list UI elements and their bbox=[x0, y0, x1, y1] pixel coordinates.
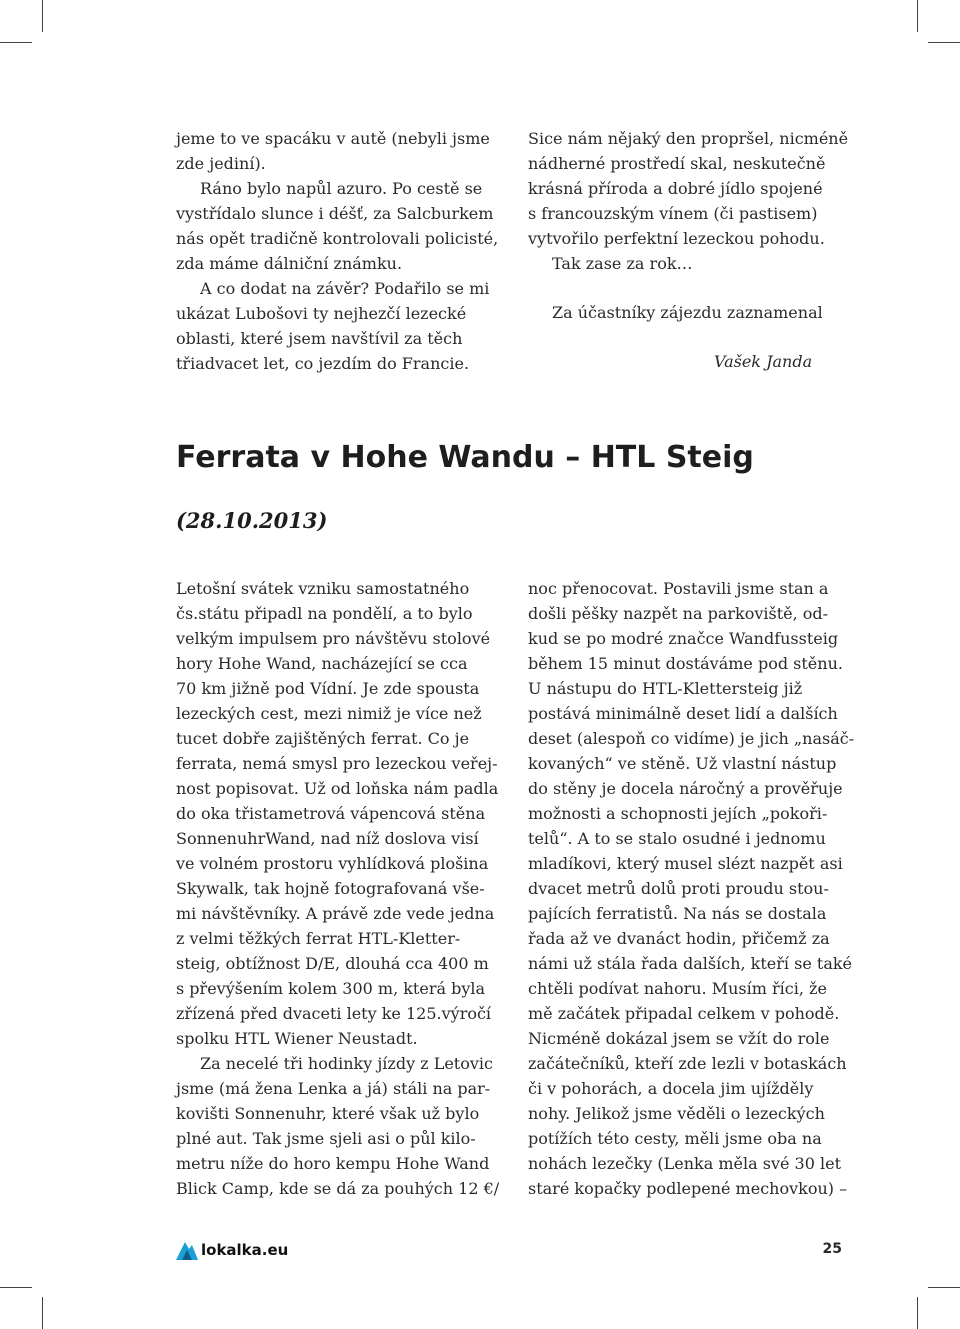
text-line: možnosti a schopnosti jejích „pokoři- bbox=[528, 804, 828, 823]
credit-line: Za účastníky zájezdu zaznamenal bbox=[552, 303, 823, 322]
text-line: telů“. A to se stalo osudné i jednomu bbox=[528, 829, 826, 848]
text-line: jsme (má žena Lenka a já) stáli na par- bbox=[176, 1079, 491, 1098]
text-line: metru níže do horo kempu Hohe Wand bbox=[176, 1154, 490, 1173]
text-line: ukázat Lubošovi ty nejhezčí lezecké bbox=[176, 304, 467, 323]
text-line: do oka třistametrová vápencová stěna bbox=[176, 804, 486, 823]
text-line: čs.státu připadl na pondělí, a to bylo bbox=[176, 604, 473, 623]
text-line: zde jediní). bbox=[176, 154, 266, 173]
text-line: s převýšením kolem 300 m, která byla bbox=[176, 979, 486, 998]
text-line: kud se po modré značce Wandfussteig bbox=[528, 629, 839, 648]
text-line: jeme to ve spacáku v autě (nebyli jsme bbox=[176, 129, 490, 148]
text-line: velkým impulsem pro návštěvu stolové bbox=[176, 629, 491, 648]
text-line: kovaných“ ve stěně. Už vlastní nástup bbox=[528, 754, 837, 773]
text-line: vystřídalo slunce i déšť, za Salcburkem bbox=[176, 204, 494, 223]
text-line: či v pohorách, a docela jim ujížděly bbox=[528, 1079, 814, 1098]
text-line: ferrata, nemá smysl pro lezeckou veřej- bbox=[176, 754, 498, 773]
text-line: Sice nám nějaký den propršel, nicméně bbox=[528, 129, 849, 148]
text-line: krásná příroda a dobré jídlo spojené bbox=[528, 179, 823, 198]
text-line: nás opět tradičně kontrolovali policisté, bbox=[176, 229, 499, 248]
text-line: nohy. Jelikož jsme věděli o lezeckých bbox=[528, 1104, 825, 1123]
text-line: chtěli podívat nahoru. Musím říci, že bbox=[528, 979, 827, 998]
text-line: postává minimálně deset lidí a dalších bbox=[528, 704, 838, 723]
top-left-column bbox=[176, 126, 498, 376]
text-line: došli pěšky nazpět na parkoviště, od- bbox=[528, 604, 829, 623]
text-line: oblasti, které jsem navštívil za těch bbox=[176, 329, 463, 348]
mountain-logo-icon bbox=[176, 1240, 198, 1260]
bottom-right-column bbox=[528, 576, 854, 1201]
text-line: vytvořilo perfektní lezeckou pohodu. bbox=[528, 229, 825, 248]
text-line: hory Hohe Wand, nacházející se cca bbox=[176, 654, 468, 673]
text-line: mě začátek připadal celkem v pohodě. bbox=[528, 1004, 840, 1023]
text-line: spolku HTL Wiener Neustadt. bbox=[176, 1029, 418, 1048]
text-line: SonnenuhrWand, nad níž doslova visí bbox=[176, 829, 479, 848]
text-line: tucet dobře zajištěných ferrat. Co je bbox=[176, 729, 470, 748]
crop-mark bbox=[0, 1287, 32, 1288]
page-number: 25 bbox=[822, 1241, 842, 1257]
article-title: Ferrata v Hohe Wandu – HTL Steig bbox=[176, 440, 754, 475]
text-line: během 15 minut dostáváme pod stěnu. bbox=[528, 654, 843, 673]
crop-mark bbox=[928, 1287, 960, 1288]
text-line: noc přenocovat. Postavili jsme stan a bbox=[528, 579, 829, 598]
text-line: námi už stála řada dalších, kteří se také bbox=[528, 954, 853, 973]
text-line: Nicméně dokázal jsem se vžít do role bbox=[528, 1029, 830, 1048]
crop-mark bbox=[928, 42, 960, 43]
text-line: z velmi těžkých ferrat HTL-Kletter- bbox=[176, 929, 461, 948]
text-line: staré kopačky podlepené mechovkou) – bbox=[528, 1179, 848, 1198]
footer-logo bbox=[176, 1238, 288, 1262]
crop-mark bbox=[42, 0, 43, 32]
top-right-column bbox=[528, 126, 848, 374]
text-line: mi návštěvníky. A právě zde vede jedna bbox=[176, 904, 495, 923]
text-line: nádherné prostředí skal, neskutečně bbox=[528, 154, 826, 173]
text-line: začátečníků, kteří zde lezli v botaskách bbox=[528, 1054, 847, 1073]
text-line: lezeckých cest, mezi nimiž je více než bbox=[176, 704, 482, 723]
text-line: nohách lezečky (Lenka měla své 30 let bbox=[528, 1154, 842, 1173]
text-line: třiadvacet let, co jezdím do Francie. bbox=[176, 354, 470, 373]
crop-mark bbox=[0, 42, 32, 43]
text-line: řada až ve dvanáct hodin, přičemž za bbox=[528, 929, 830, 948]
article-date: (28.10.2013) bbox=[176, 508, 328, 533]
text-line: do stěny je docela náročný a prověřuje bbox=[528, 779, 843, 798]
text-line: zda máme dálniční známku. bbox=[176, 254, 403, 273]
bottom-left-column bbox=[176, 576, 499, 1201]
text-line: deset (alespoň co vidíme) je jich „nasáč- bbox=[528, 729, 855, 748]
crop-mark bbox=[42, 1297, 43, 1329]
text-line: kovišti Sonnenuhr, které však už bylo bbox=[176, 1104, 480, 1123]
text-line: A co dodat na závěr? Podařilo se mi bbox=[200, 279, 490, 298]
text-line: dvacet metrů dolů proti proudu stou- bbox=[528, 879, 829, 898]
text-line: 70 km jižně pod Vídní. Je zde spousta bbox=[176, 679, 480, 698]
text-line: Ráno bylo napůl azuro. Po cestě se bbox=[200, 179, 483, 198]
text-line: mladíkovi, který musel slézt nazpět asi bbox=[528, 854, 843, 873]
crop-mark bbox=[917, 0, 918, 32]
text-line: steig, obtížnost D/E, dlouhá cca 400 m bbox=[176, 954, 489, 973]
crop-mark bbox=[917, 1297, 918, 1329]
text-line: nost popisovat. Už od loňska nám padla bbox=[176, 779, 499, 798]
text-line: Tak zase za rok… bbox=[552, 254, 693, 273]
text-line: zřízená před dvaceti lety ke 125.výročí bbox=[176, 1004, 492, 1023]
text-line: Skywalk, tak hojně fotografovaná vše- bbox=[176, 879, 485, 898]
text-line: Letošní svátek vzniku samostatného bbox=[176, 579, 470, 598]
text-line: plné aut. Tak jsme sjeli asi o půl kilo- bbox=[176, 1129, 476, 1148]
text-line: potížích této cesty, měli jsme oba na bbox=[528, 1129, 822, 1148]
logo-text: lokalka.eu bbox=[201, 1241, 289, 1259]
text-line: Blick Camp, kde se dá za pouhých 12 €/ bbox=[176, 1179, 500, 1198]
text-line: s francouzským vínem (či pastisem) bbox=[528, 204, 818, 223]
author-signature: Vašek Janda bbox=[714, 352, 813, 371]
text-line: U nástupu do HTL-Klettersteig již bbox=[528, 679, 803, 698]
text-line: pajících ferratistů. Na nás se dostala bbox=[528, 904, 827, 923]
text-line: ve volném prostoru vyhlídková plošina bbox=[176, 854, 489, 873]
text-line: Za necelé tři hodinky jízdy z Letovic bbox=[200, 1054, 493, 1073]
